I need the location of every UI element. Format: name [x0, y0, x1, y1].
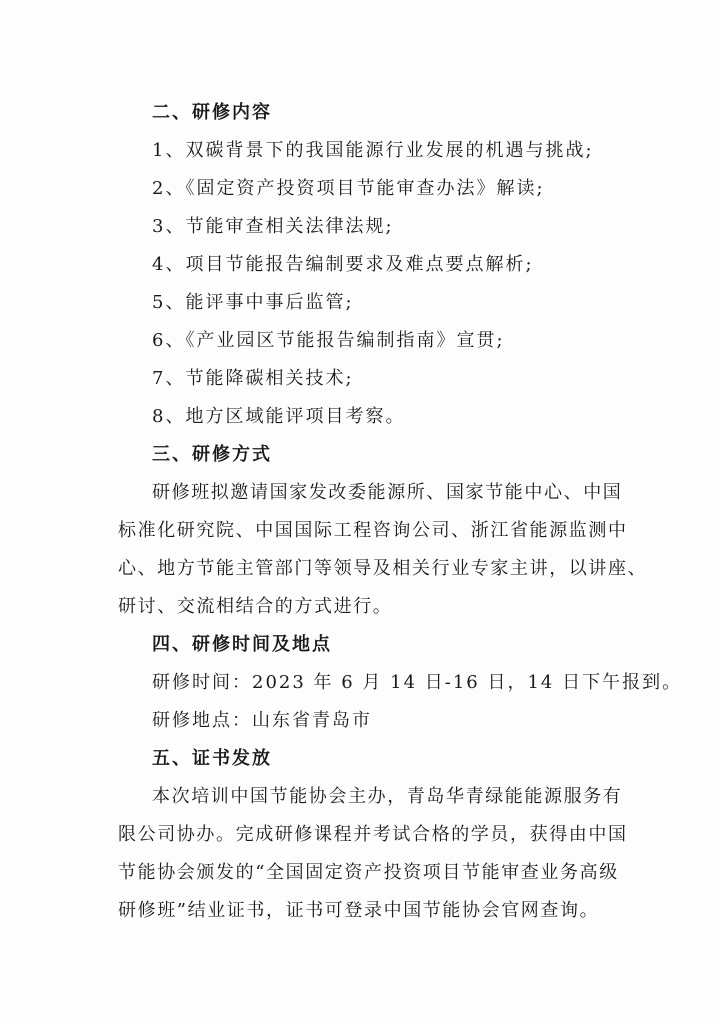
certificate-paragraph [118, 778, 628, 930]
document-body [118, 94, 683, 930]
training-place: 研修地点：山东省青岛市 [152, 710, 372, 731]
method-line-1: 研修班拟邀请国家发改委能源所、国家节能中心、中国 [152, 482, 623, 503]
certificate-line-3: 节能协会颁发的“全国固定资产投资项目节能审查业务高级 [118, 862, 619, 883]
content-item-4: 4、项目节能报告编制要求及难点要点解析; [152, 254, 534, 275]
training-time: 研修时间：2023 年 6 月 14 日-16 日，14 日下午报到。 [152, 672, 683, 693]
content-item-2: 2、《固定资产投资项目节能审查办法》解读; [152, 178, 545, 199]
method-line-2: 标准化研究院、中国国际工程咨询公司、浙江省能源监测中 [118, 520, 628, 541]
content-item-1: 1、双碳背景下的我国能源行业发展的机遇与挑战; [152, 140, 594, 161]
method-paragraph [118, 474, 648, 626]
section-heading-content: 二、研修内容 [152, 102, 272, 123]
content-item-3: 3、节能审查相关法律法规; [152, 216, 394, 237]
content-item-6: 6、《产业园区节能报告编制指南》宣贯; [152, 330, 505, 351]
method-line-4: 研讨、交流相结合的方式进行。 [118, 596, 393, 617]
certificate-line-2: 限公司协办。完成研修课程并考试合格的学员，获得由中国 [118, 824, 628, 845]
certificate-line-1: 本次培训中国节能协会主办，青岛华青绿能能源服务有 [152, 786, 623, 807]
method-line-3: 心、地方节能主管部门等领导及相关行业专家主讲，以讲座、 [118, 558, 648, 579]
content-item-8: 8、地方区域能评项目考察。 [152, 406, 406, 427]
content-item-7: 7、节能降碳相关技术; [152, 368, 354, 389]
section-heading-time-place: 四、研修时间及地点 [152, 634, 332, 655]
section-heading-method: 三、研修方式 [152, 444, 272, 465]
section-heading-certificate: 五、证书发放 [152, 748, 272, 769]
certificate-line-4: 研修班”结业证书，证书可登录中国节能协会官网查询。 [118, 900, 600, 921]
content-item-5: 5、能评事中事后监管; [152, 292, 354, 313]
